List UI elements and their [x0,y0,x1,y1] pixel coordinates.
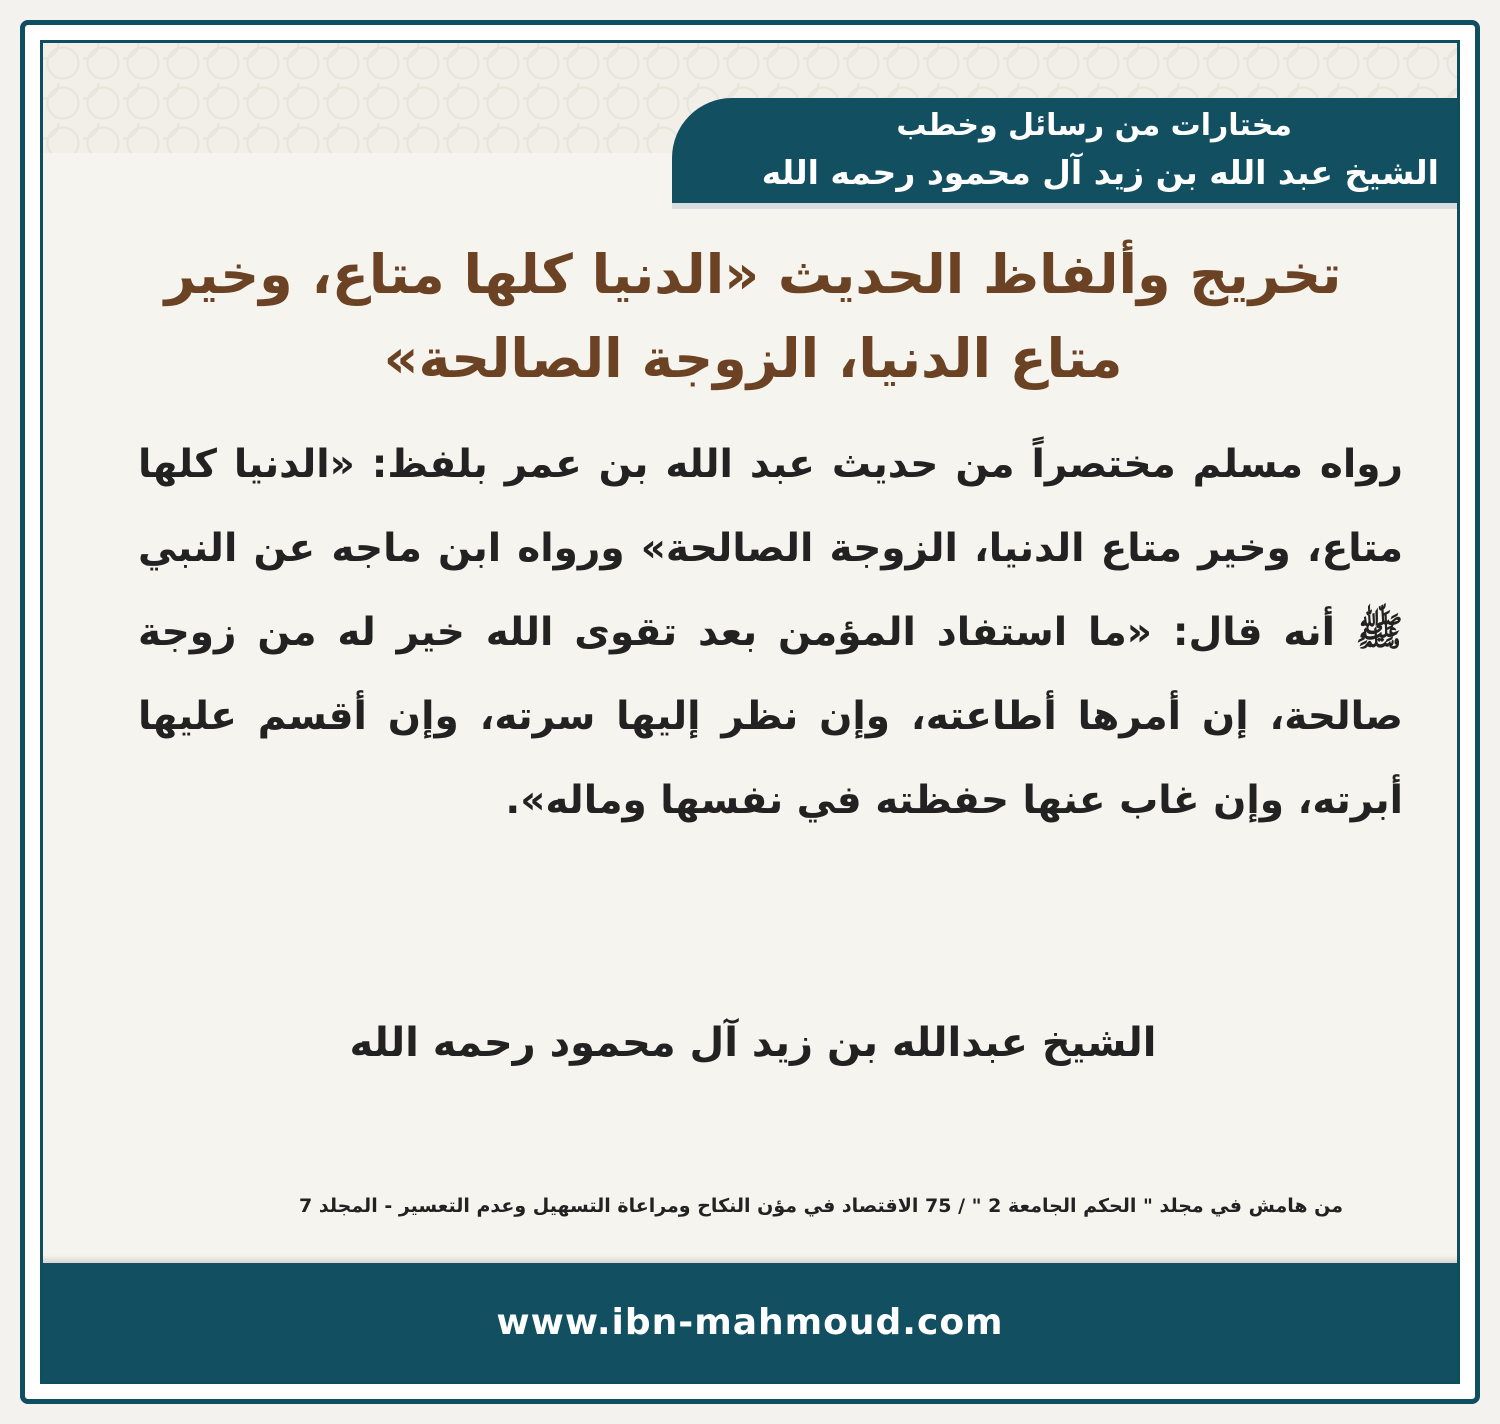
card [40,40,1460,1384]
header-author: الشيخ عبد الله بن زيد آل محمود رحمه الله [761,153,1439,192]
header-banner [672,98,1457,203]
header-series-title: مختارات من رسائل وخطب [896,108,1292,143]
footer-divider [43,1255,1457,1263]
article-body: رواه مسلم مختصراً من حديث عبد الله بن عمر بلفظ: «الدنيا كلها متاع، وخير متاع الدنيا، الزوجة الصالحة» ورواه ابن ماجه عن النبي ﷺ أنه قال: «ما استفاد المؤمن بعد تقوى الله خير له من زوجة صالحة، إن أمرها أطاعته، وإن نظر إليها سرته، وإن أقسم عليها أبرته، وإن غاب عنها حفظته في نفسها وماله». [138,442,1403,823]
website-link[interactable]: www.ibn-mahmoud.com [496,1302,1004,1343]
article-title: تخريج وألفاظ الحديث «الدنيا كلها متاع، وخير متاع الدنيا، الزوجة الصالحة» [164,243,1342,390]
footer-bar [43,1263,1457,1384]
source-reference: من هامش في مجلد " الحكم الجامعة 2 " / 75 الاقتصاد في مؤن النكاح ومراعاة التسهيل وعدم التعسير - المجلد 7 [299,1195,1343,1217]
author-signature: الشيخ عبدالله بن زيد آل محمود رحمه الله [349,1020,1157,1066]
